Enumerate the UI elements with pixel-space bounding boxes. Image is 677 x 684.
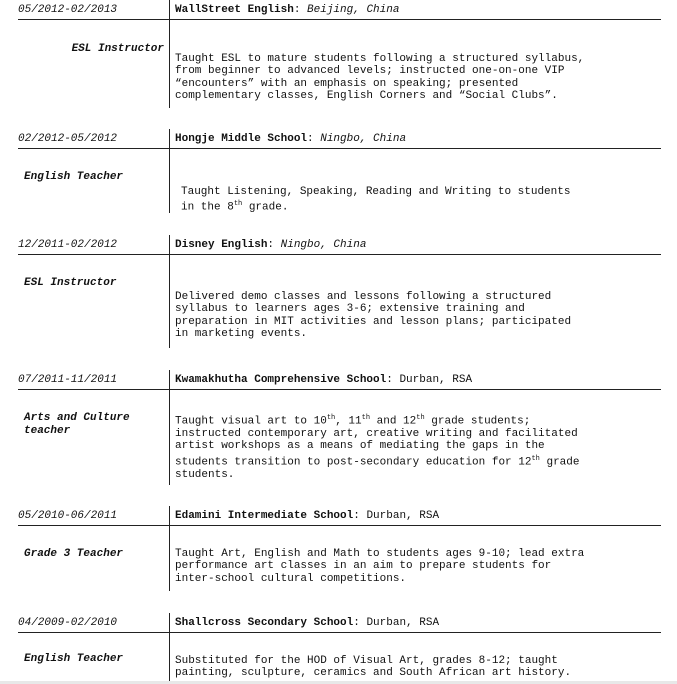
job-description: Delivered demo classes and lessons following a structured syllabus to learners ages 3-6; extensive training and preparation in MIT activities and lesson plans; participated in marketing events. xyxy=(175,291,572,341)
job-description: Taught ESL to mature students following a structured syllabus, from beginner to advanced levels; instructed one-on-one VIP “encounters” with an emphasis on speaking; presented complementary classes, English Corners and “Social Clubs”. xyxy=(175,53,585,103)
org-location: Durban, RSA xyxy=(399,374,473,386)
org-name: Edamini Intermediate School xyxy=(175,510,354,522)
column-divider xyxy=(169,235,170,255)
job-org: Disney English: Ningbo, China xyxy=(175,239,367,251)
org-location: Ningbo, China xyxy=(320,133,407,145)
org-name: Shallcross Secondary School xyxy=(175,617,354,629)
job-role: English Teacher xyxy=(24,171,124,183)
job-entry xyxy=(18,129,661,213)
job-description: Taught Art, English and Math to students ages 9-10; lead extra performance art classes in an aim to prepare students for inter-school cultural competitions. xyxy=(175,548,585,585)
job-header xyxy=(18,129,661,149)
org-location: Beijing, China xyxy=(307,4,400,16)
job-body xyxy=(18,20,661,108)
job-dates: 02/2012-05/2012 xyxy=(18,133,118,145)
job-header xyxy=(18,613,661,633)
column-divider xyxy=(169,390,170,485)
job-org: Edamini Intermediate School: Durban, RSA xyxy=(175,510,440,522)
column-divider xyxy=(169,0,170,20)
job-dates: 12/2011-02/2012 xyxy=(18,239,118,251)
job-description: Substituted for the HOD of Visual Art, grades 8-12; taught painting, sculpture, ceramics and South African art history. xyxy=(175,655,572,680)
job-entry xyxy=(18,613,661,683)
org-location: Durban, RSA xyxy=(366,617,440,629)
job-org: Kwamakhutha Comprehensive School: Durban, RSA xyxy=(175,374,473,386)
job-entry xyxy=(18,506,661,591)
org-location: Durban, RSA xyxy=(366,510,440,522)
job-org: Hongje Middle School: Ningbo, China xyxy=(175,133,407,145)
column-divider xyxy=(169,506,170,526)
column-divider xyxy=(169,526,170,591)
job-body xyxy=(18,255,661,348)
job-org: WallStreet English: Beijing, China xyxy=(175,4,400,16)
job-role: Arts and Culture teacher xyxy=(24,412,130,437)
job-dates: 07/2011-11/2011 xyxy=(18,374,118,386)
job-entry xyxy=(18,0,661,108)
column-divider xyxy=(169,370,170,390)
job-description: Taught Listening, Speaking, Reading and Writing to students in the 8th grade. xyxy=(181,186,571,215)
job-dates: 05/2012-02/2013 xyxy=(18,4,118,16)
org-name: WallStreet English xyxy=(175,4,294,16)
column-divider xyxy=(169,129,170,149)
job-role: ESL Instructor xyxy=(71,43,164,55)
job-role: Grade 3 Teacher xyxy=(24,548,124,560)
job-entry xyxy=(18,370,661,485)
job-entry xyxy=(18,235,661,348)
column-divider xyxy=(169,149,170,213)
column-divider xyxy=(169,255,170,348)
job-body xyxy=(18,633,661,683)
job-body xyxy=(18,526,661,591)
org-name: Kwamakhutha Comprehensive School xyxy=(175,374,387,386)
job-description: Taught visual art to 10th, 11th and 12th grade students; instructed contemporary art, creative writing and facilitated artist workshops as a means of mediating the gaps in the students transition to post-secondary education for 12th grade students. xyxy=(175,414,580,481)
job-dates: 04/2009-02/2010 xyxy=(18,617,118,629)
org-name: Hongje Middle School xyxy=(175,133,308,145)
column-divider xyxy=(169,20,170,108)
org-name: Disney English xyxy=(175,239,268,251)
job-header xyxy=(18,506,661,526)
column-divider xyxy=(169,613,170,633)
job-header xyxy=(18,0,661,20)
job-body xyxy=(18,390,661,485)
job-role: ESL Instructor xyxy=(24,277,117,289)
job-header xyxy=(18,235,661,255)
job-header xyxy=(18,370,661,390)
job-role: English Teacher xyxy=(24,653,124,665)
job-body xyxy=(18,149,661,213)
org-location: Ningbo, China xyxy=(280,239,367,251)
job-dates: 05/2010-06/2011 xyxy=(18,510,118,522)
job-org: Shallcross Secondary School: Durban, RSA xyxy=(175,617,440,629)
column-divider xyxy=(169,633,170,683)
